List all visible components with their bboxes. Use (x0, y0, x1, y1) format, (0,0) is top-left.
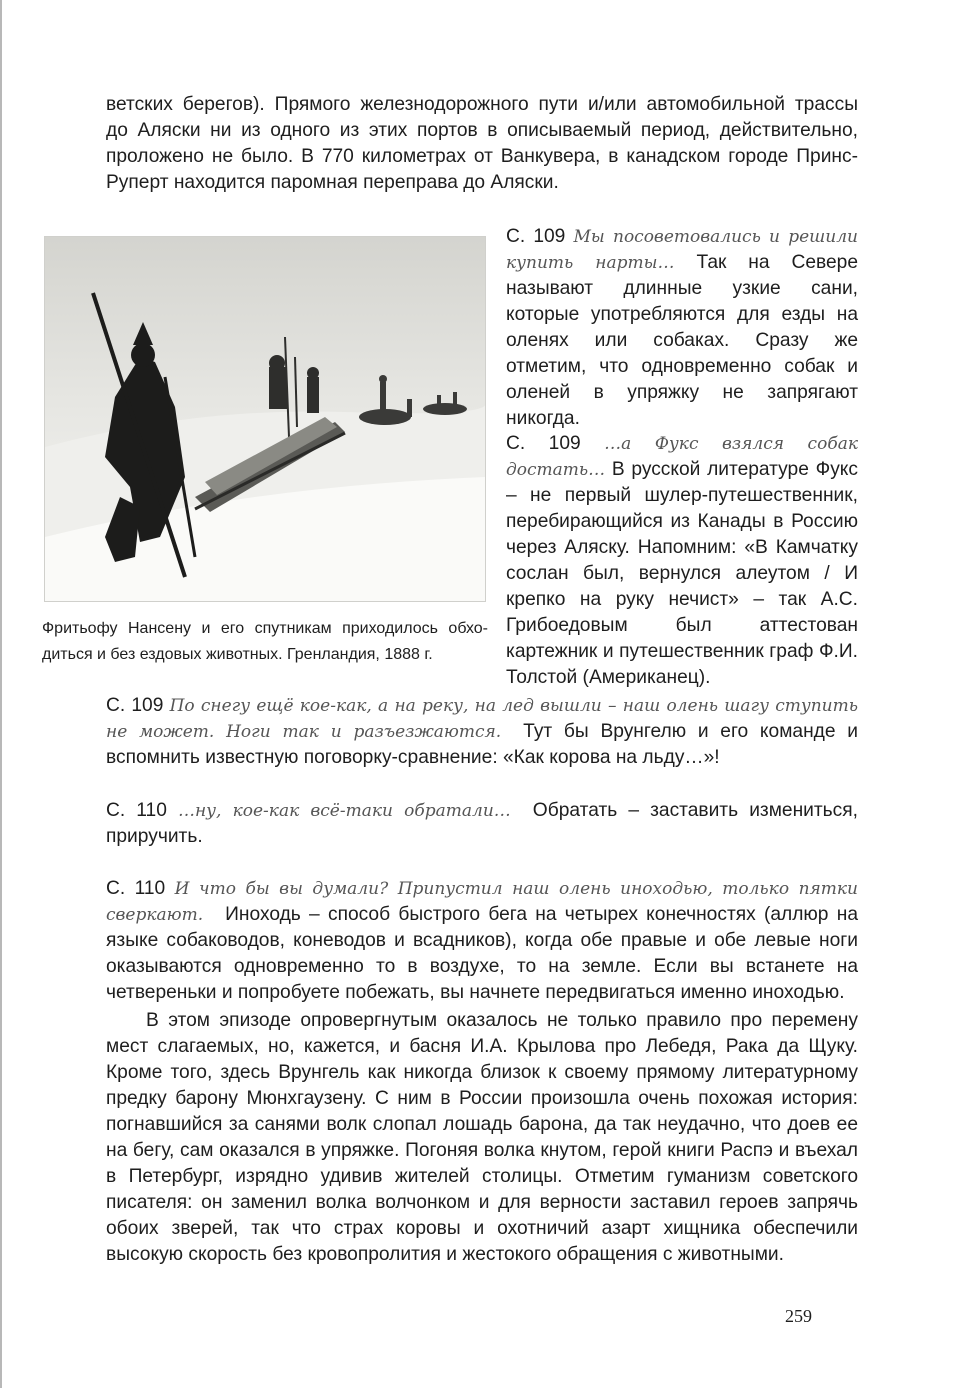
intro-line: проложено не было. В 770 километрах от Ванкувера, в канадском городе Принс- (106, 146, 858, 167)
note-5 (106, 876, 858, 1006)
intro-line: ветских берегов). Прямого железнодорожного пути и/или автомобильной трассы (106, 94, 858, 115)
intro-line: до Аляски ни из одного из этих портов в описываемый период, действительно, (106, 120, 858, 141)
photo-caption: Фритьофу Нансену и его спутникам приходилось обхо-диться и без ездовых животных. Гренландия, 1888 г. (42, 620, 488, 663)
page-number: 259 (785, 1306, 812, 1326)
page-ref: С. 109 (106, 695, 164, 716)
closing-text: В этом эпизоде опровергнутым оказалось не только правило про перемену мест слагаемых, но, кажется, и басня И.А. Крылова про Лебедя, Рака да Щуку. Кроме того, здесь Врунгель как никогда близок к своему прямому литературному предку барону Мюнхгаузену. С ним в России произошла очень похожая история: погнавшийся за санями волк слопал лошадь барона, да так неудачно, что доев ее на бегу, сам оказался в упряжке. Погоняя волка кнутом, герой книги Распэ и въехал в Петербург, изрядно удивив жителей столицы. Отметим гуманизм советского писателя: он заменил волка волчонком и для верности заставил героев запрячь обоих зверей, так что страх коровы и охотничий азарт хищника обеспечили высокую скорость без кровопролития и жестокого обращения с животными. (106, 1010, 858, 1265)
page-ref: С. 109 (506, 226, 566, 247)
page-ref: С. 110 (106, 878, 166, 899)
note-quote: …ну, кое-как всё-таки обратали… (177, 801, 511, 821)
note-quote: …а Фукс взялся собак достать… (506, 434, 858, 480)
page-ref: С. 110 (106, 800, 167, 821)
note-1 (506, 224, 858, 432)
note-text: Обратать – заставить измениться, приручить. (106, 800, 858, 847)
note-quote: Мы посоветовались и решили купить нарты… (506, 227, 858, 273)
note-3 (106, 693, 858, 771)
page-ref: С. 109 (506, 433, 581, 454)
expedition-photo (44, 236, 486, 602)
note-text: Иноходь – способ быстрого бега на четырех конечностях (аллюр на языке собаководов, коневодов и всадников), когда обе правые и обе левые ноги оказываются одновременно то в воздухе, то на земле. Если вы встанете на четвереньки и попробуете побежать, вы начнете передвигаться именно иноходью. (106, 904, 858, 1003)
note-text: Тут бы Врунгелю и его команде и вспомнить известную поговорку-сравнение: «Как корова на льду…»! (106, 721, 858, 768)
note-2 (506, 431, 858, 691)
closing-paragraph (106, 1008, 858, 1268)
note-quote: И что бы вы думали? Припустил наш олень иноходью, только пятки сверкают. (106, 879, 859, 925)
intro-paragraph (106, 92, 858, 196)
note-text: Так на Севере называют длинные узкие сани, которые употребляются для езды на оленях или собаках. Сразу же отметим, что одновременно собак и оленей в упряжку не запрягают никогда. (506, 252, 859, 429)
page-edge (0, 0, 2, 1388)
note-quote: По снегу ещё кое-как, а на реку, на лед вышли – наш олень шагу ступить не может. Ноги так и разъезжаются. (106, 696, 858, 742)
intro-line: Руперт находится паромная переправа до Аляски. (106, 172, 559, 193)
note-text: В русской литературе Фукс – не первый шулер-путешественник, перебирающийся из Канады в Россию через Аляску. Напомним: «В Камчатку сослан был, вернулся алеутом / И крепко на руку нечист» – так А.С. Грибоедовым был аттестован картежник и путешественник граф Ф.И. Толстой (Американец). (506, 459, 858, 688)
note-4 (106, 798, 858, 850)
